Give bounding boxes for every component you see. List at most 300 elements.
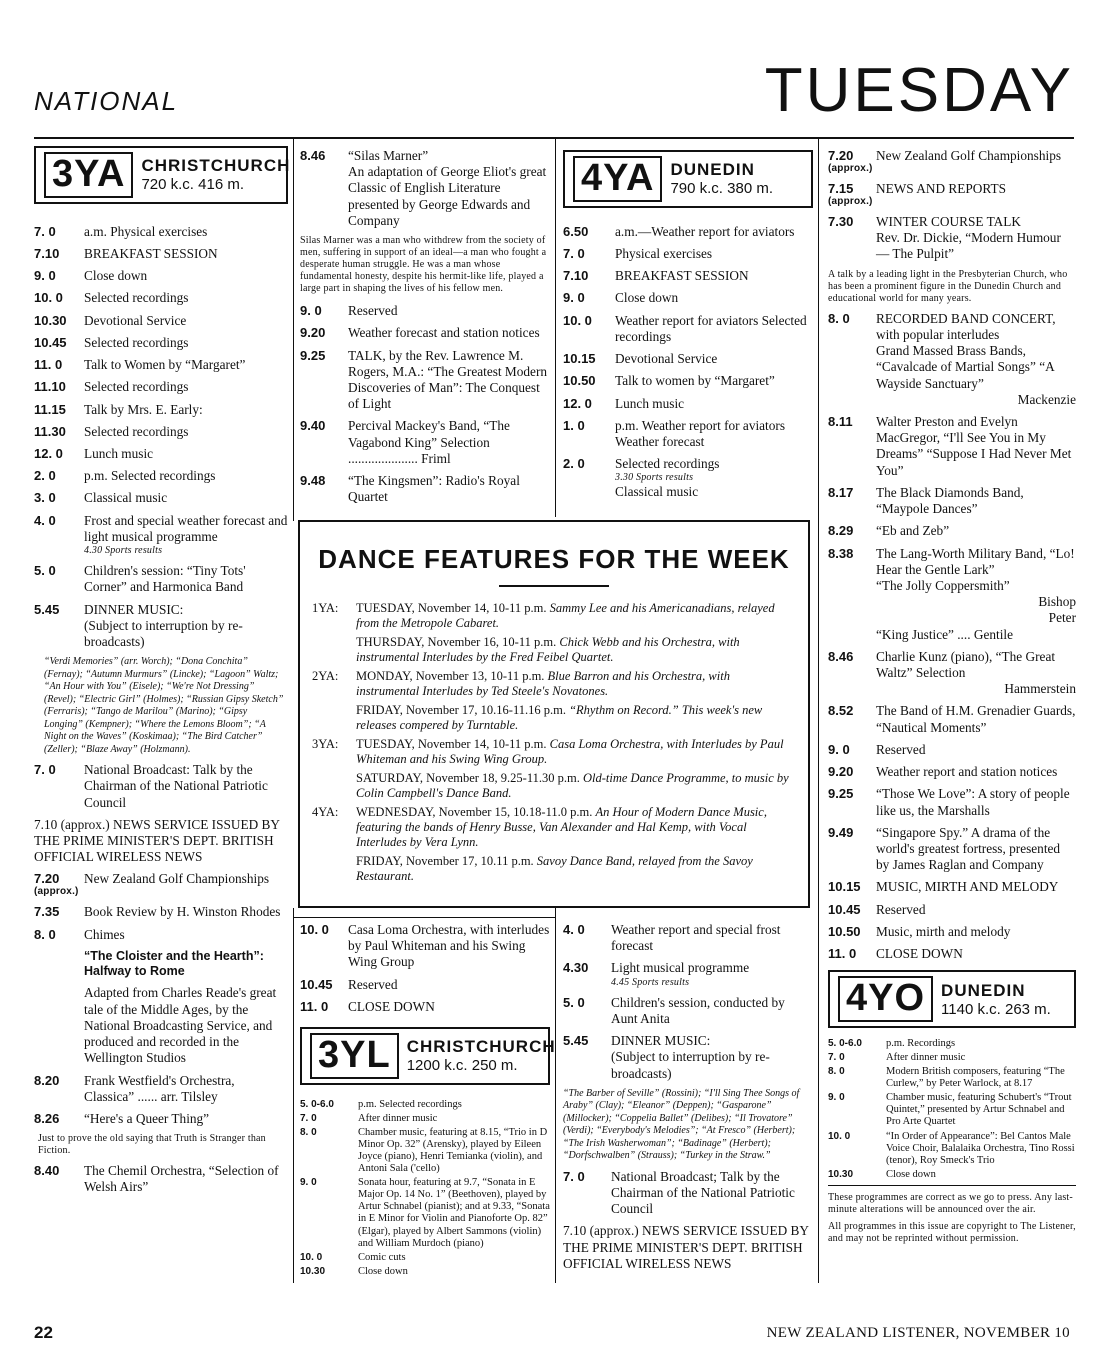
entry-subtext: An adaptation of George Eliot's great Classic of English Literature presented by George Edwards and Company	[348, 164, 547, 228]
entry-text: Children's session: “Tiny Tots' Corner” and Harmonica Band	[84, 563, 246, 595]
composer-credit: Mackenzie	[1017, 391, 1076, 407]
programme-entry	[34, 602, 288, 651]
entry-time: 5.45	[563, 1033, 589, 1049]
entry-text: DINNER MUSIC:	[611, 1033, 711, 1049]
entry-description	[876, 879, 1076, 895]
programme-entry	[563, 290, 813, 306]
station-frequency: 790 k.c. 380 m.	[670, 180, 773, 198]
entry-time: 10.15	[563, 351, 596, 367]
entry-description	[84, 927, 288, 943]
programme-entry	[300, 1099, 550, 1111]
entry-text: Close down	[615, 290, 679, 306]
entry-description	[348, 148, 550, 229]
dance-features-list	[312, 601, 796, 884]
entry-time: 10.50	[563, 373, 596, 389]
entry-description	[876, 311, 1076, 408]
entry-time: 8.38	[828, 545, 854, 561]
entry-description	[876, 825, 1076, 874]
entry-text: Physical exercises	[615, 246, 713, 262]
entry-text: Comic cuts	[358, 1251, 406, 1263]
entry-time: 5.45	[34, 601, 60, 617]
entry-description	[348, 348, 550, 413]
entry-time: 10.45	[300, 976, 333, 992]
entry-text: p.m. Selected recordings	[358, 1098, 462, 1110]
entry-time: 8.29	[828, 523, 854, 539]
entry-time: 7.35	[34, 904, 60, 920]
station-city: CHRISTCHURCH	[406, 1037, 556, 1057]
dance-description: Blue Barron and his Orchestra, with instrumental Interludes by Ted Steele's Novatones.	[356, 669, 730, 698]
programme-entry	[828, 879, 1076, 895]
entry-text: a.m.—Weather report for aviators	[615, 223, 795, 239]
composer-credit: Bishop	[1038, 594, 1076, 610]
entry-time: 7.10	[34, 246, 60, 262]
entry-time: 10. 0	[300, 922, 329, 937]
entry-text: After dinner music	[886, 1052, 966, 1064]
programme-list	[34, 1073, 288, 1128]
entry-description	[84, 402, 288, 418]
entry-time: 10.30	[34, 312, 67, 328]
entry-description	[611, 1169, 813, 1218]
entry-text: Chimes	[84, 926, 125, 942]
dance-feature-text	[356, 805, 796, 850]
entry-time: 9. 0	[563, 290, 585, 306]
programme-entry	[34, 224, 288, 240]
programme-entry	[563, 1169, 813, 1218]
entry-description	[84, 762, 288, 811]
entry-text: Book Review by H. Winston Rhodes	[84, 904, 281, 920]
copyright-notice: All programmes in this issue are copyright to The Listener, and may not be reprinted without permission.	[828, 1220, 1076, 1244]
news-service: 7.10 (approx.) NEWS SERVICE ISSUED BY THE PRIME MINISTER'S DEPT. BRITISH OFFICIAL WIRELESS NEWS	[34, 816, 280, 865]
programme-entry	[563, 396, 813, 412]
entry-description	[615, 246, 813, 262]
entry-text: “Singapore Spy.” A drama of the world's greatest fortress, presented by James Raglan and Company	[876, 824, 1061, 873]
programme-entry	[563, 1033, 813, 1082]
entry-text: BREAKFAST SESSION	[84, 246, 218, 262]
dance-description: Savoy Dance Band, relayed from the Savoy Restaurant.	[356, 854, 753, 883]
header-rule	[34, 137, 1074, 139]
entry-text: Frost and special weather forecast and light musical programme	[84, 512, 288, 544]
column-3ya-late	[300, 922, 556, 1280]
entry-description	[615, 351, 813, 367]
dance-date: MONDAY, November 13, 10-11 p.m.	[356, 669, 545, 683]
entry-subtext: Classical music	[615, 484, 699, 500]
dinner-music-list: “The Barber of Seville” (Rossini); “I'll Sing Thee Songs of Araby” (Clay); “Eleanor” (Deppen); “Gasparone” (Millocker); “Coppelia Ballet” (Delibes); “Il Trovatore” (Verdi); “Everybody's Melodies”; “At Fresco” (Herbert); “The Irish Washerwoman”; “Badinage” (Herbert); “Dorfschwalben” (Strauss); “Turkey in the Straw.”	[563, 1087, 800, 1162]
programme-entry	[34, 1111, 288, 1127]
entry-time: 11.10	[34, 379, 66, 395]
entry-description	[84, 490, 288, 506]
entry-time: 10.30	[828, 1168, 854, 1180]
entry-time: 8. 0	[300, 1127, 317, 1139]
entry-time: 2. 0	[34, 468, 56, 484]
entry-description	[876, 546, 1076, 643]
publication-footer: NEW ZEALAND LISTENER, NOVEMBER 10	[766, 1325, 1070, 1341]
programme-entry	[828, 523, 1076, 539]
programme-entry	[300, 1177, 550, 1249]
entry-text: The Lang-Worth Military Band, “Lo! Hear the Gentle Lark”	[876, 545, 1075, 577]
entry-text: a.m. Physical exercises	[84, 223, 208, 239]
entry-text: The Band of H.M. Grenadier Guards, “Nautical Moments”	[876, 703, 1076, 735]
entry-time: 7. 0	[563, 246, 585, 262]
dance-date: SATURDAY, November 18, 9.25-11.30 p.m.	[356, 771, 580, 785]
entry-text: Frank Westfield's Orchestra, Classica” ...... arr. Tilsley	[84, 1072, 235, 1104]
entry-time: 8. 0	[34, 926, 56, 942]
programme-entry	[563, 224, 813, 240]
dance-station: 1YA:	[312, 601, 339, 615]
dance-feature-text	[356, 669, 796, 699]
entry-text: “Those We Love”: A story of people like us, the Marshalls	[876, 786, 1070, 818]
entry-time: 5. 0-6.0	[828, 1038, 862, 1050]
entry-text: “Eb and Zeb”	[876, 523, 950, 539]
entry-description	[84, 357, 288, 373]
station-city: CHRISTCHURCH	[141, 156, 291, 176]
programme-entry	[34, 563, 288, 595]
entry-time: 10.50	[828, 923, 861, 939]
entry-text: Weather report and special frost forecast	[611, 922, 781, 954]
entry-text: Percival Mackey's Band, “The Vagabond King” Selection ..................... Friml	[348, 418, 510, 466]
entry-description	[615, 418, 813, 450]
programme-list	[34, 224, 288, 650]
entry-description	[84, 268, 288, 284]
programme-entry	[300, 1113, 550, 1125]
entry-time: 5. 0-6.0	[300, 1098, 334, 1110]
dance-station: 2YA:	[312, 669, 339, 683]
entry-description	[611, 1033, 813, 1082]
programme-entry	[828, 764, 1076, 780]
station-logo-4yo: 4YO	[838, 976, 933, 1022]
programme-entry	[563, 418, 813, 450]
programme-list	[34, 871, 288, 942]
entry-time: 7.30	[828, 214, 854, 229]
programme-entry	[828, 703, 1076, 735]
programme-entry	[300, 922, 550, 971]
approx-label: (approx.)	[828, 163, 873, 174]
programme-entry	[563, 922, 813, 954]
entry-description	[615, 268, 813, 284]
entry-time: 10. 0	[300, 1251, 323, 1263]
programme-entry	[828, 902, 1076, 918]
programme-entry	[300, 1252, 550, 1264]
dance-feature-item	[312, 703, 796, 733]
entry-time: 4.30	[563, 960, 589, 976]
entry-description	[84, 446, 288, 462]
entry-description	[886, 1066, 1076, 1090]
title-rule	[499, 585, 609, 587]
entry-time: 9. 0	[300, 303, 322, 319]
entry-subtext: “The Jolly Coppersmith”	[876, 577, 1010, 593]
entry-text: Walter Preston and Evelyn MacGregor, “I'll See You in My Dreams” “Suppose I Had Never Met You”	[876, 413, 1072, 478]
dance-feature-text	[356, 771, 796, 801]
entry-text: Weather forecast and station notices	[348, 325, 540, 341]
entry-text: Casa Loma Orchestra, with interludes by Paul Whiteman and his Swing Wing Group	[348, 922, 550, 970]
entry-time: 8. 0	[828, 1066, 845, 1078]
entry-time: 10. 0	[563, 312, 592, 328]
entry-text: NEWS AND REPORTS	[876, 181, 1006, 196]
entry-text: “Here's a Queer Thing”	[84, 1110, 210, 1126]
dance-description: An Hour of Modern Dance Music, featuring the bands of Henry Busse, Van Alexander and Hal Kemp, with Vocal Interludes by Vera Lynn.	[356, 805, 767, 849]
column-divider	[555, 139, 556, 517]
programme-entry	[828, 1066, 1076, 1090]
entry-description	[84, 313, 288, 329]
entry-text: Sonata hour, featuring at 9.7, “Sonata in E Major Op. 14 No. 1” (Beethoven), played by Artur Schnabel (pianist); and at 9.33, “Sonata in E Minor for Violin and Pianoforte Op. 82” (Elgar), played by Albert Sammons (violin) and William Murdoch (piano)	[358, 1177, 550, 1249]
entry-time: 11.30	[34, 423, 66, 439]
dance-description: Casa Loma Orchestra, with Interludes by Paul Whiteman and his Swing Wing Group.	[356, 737, 784, 766]
entry-description	[84, 246, 288, 262]
entry-time: 8.40	[34, 1163, 60, 1179]
entry-text: DINNER MUSIC:	[84, 601, 184, 617]
programme-entry	[828, 181, 1076, 208]
entry-time: 3. 0	[34, 490, 56, 506]
entry-text: Modern British composers, featuring “The Curlew,” by Peter Warlock, at 8.17	[886, 1066, 1065, 1090]
entry-time: 8.26	[34, 1110, 60, 1126]
programme-list	[828, 1038, 1076, 1181]
entry-time: 7.10	[563, 268, 589, 284]
programme-list	[300, 1099, 550, 1278]
dance-feature-text	[356, 635, 796, 665]
entry-description	[886, 1131, 1076, 1167]
entry-text: National Broadcast; Talk by the Chairman of the National Patriotic Council	[611, 1168, 795, 1217]
entry-time: 8.20	[34, 1072, 60, 1088]
entry-description	[876, 181, 1076, 208]
programme-entry	[34, 1163, 288, 1195]
programme-entry	[828, 1131, 1076, 1167]
entry-text: Selected recordings	[84, 423, 189, 439]
entry-description	[84, 224, 288, 240]
column-divider	[555, 908, 556, 1283]
entry-description	[876, 786, 1076, 818]
programme-entry	[828, 1038, 1076, 1050]
entry-description	[886, 1052, 1076, 1064]
programme-notice: These programmes are correct as we go to press. Any last-minute alterations will be announced over the air.	[828, 1191, 1073, 1215]
entry-text: p.m. Weather report for aviators	[615, 417, 786, 433]
entry-description	[84, 1073, 288, 1105]
entry-description	[886, 1038, 1076, 1050]
column-4ya	[563, 150, 813, 507]
entry-time: 11. 0	[300, 998, 329, 1014]
dance-feature-item	[312, 737, 796, 767]
entry-time: 10. 0	[34, 290, 63, 306]
entry-text: Charlie Kunz (piano), “The Great Waltz” Selection	[876, 648, 1056, 681]
programme-entry	[828, 649, 1076, 698]
entry-text: “In Order of Appearance”: Bel Cantos Male Voice Choir, Balalaika Orchestra, Tino Rossi (tenor), Roy Smeck's Trio	[886, 1130, 1075, 1166]
programme-list	[563, 922, 813, 1082]
entry-time: 9. 0	[828, 741, 850, 757]
dance-feature-text	[356, 703, 796, 733]
column-divider	[293, 139, 294, 521]
station-logo-3ya: 3YA	[44, 152, 133, 198]
entry-description	[876, 742, 1076, 758]
entry-description	[886, 1092, 1076, 1128]
entry-description	[84, 1111, 288, 1127]
programme-entry	[34, 513, 288, 557]
programme-list	[300, 303, 550, 505]
entry-time: 6.50	[563, 223, 589, 239]
entry-time: 7.15 (approx.)	[828, 181, 873, 207]
dance-date: THURSDAY, November 16, 10-11 p.m.	[356, 635, 557, 649]
entry-description	[348, 325, 550, 341]
entry-time: 9.25	[828, 786, 854, 802]
entry-text: Lunch music	[84, 445, 154, 461]
station-banner-3ya	[34, 146, 291, 204]
entry-text: Close down	[84, 268, 148, 284]
programme-entry	[828, 742, 1076, 758]
dance-features-box	[298, 520, 810, 908]
programme-entry	[828, 311, 1076, 408]
entry-text: Selected recordings	[615, 456, 720, 472]
dance-station	[312, 703, 356, 733]
entry-time: 7.20 (approx.)	[828, 148, 873, 174]
programme-entry	[828, 414, 1076, 479]
entry-description	[876, 523, 1076, 539]
entry-text: Chamber music, featuring Schubert's “Trout Quintet,” presented by Artur Schnabel and Pro Arte Quartet	[886, 1092, 1072, 1128]
programme-list	[828, 148, 1076, 263]
entry-text: Weather report for aviators Selected recordings	[615, 312, 807, 344]
dance-features-title: DANCE FEATURES FOR THE WEEK	[318, 544, 790, 574]
entry-description	[84, 379, 288, 395]
programme-entry	[300, 418, 550, 467]
entry-time: 8.11	[828, 413, 853, 429]
block-divider	[293, 917, 556, 918]
dance-description: Sammy Lee and his Americanadians, relayed from the Metropole Cabaret.	[356, 601, 775, 630]
entry-description	[84, 290, 288, 306]
programme-entry	[300, 325, 550, 341]
station-banner-4ya	[563, 150, 813, 208]
programme-entry	[34, 402, 288, 418]
column-divider	[818, 139, 819, 1283]
entry-description	[358, 1177, 550, 1249]
entry-time: 8.17	[828, 484, 854, 500]
entry-time: 7. 0	[563, 1168, 585, 1184]
cloister-description: Adapted from Charles Reade's great tale of the Middle Ages, by the National Broadcasting Service, and produced and recorded in the Wellington Studios	[84, 985, 277, 1066]
entry-time: 8. 0	[828, 310, 850, 326]
programme-entry	[563, 960, 813, 988]
entry-subtext: Weather forecast	[615, 433, 705, 449]
entry-text: Reserved	[876, 901, 926, 917]
notice-rule	[828, 1185, 1076, 1186]
column-3ya-evening	[300, 148, 550, 512]
entry-text: Talk to women by “Margaret”	[615, 373, 775, 389]
station-frequency: 1200 k.c. 250 m.	[406, 1057, 518, 1075]
news-service: 7.10 (approx.) NEWS SERVICE ISSUED BY THE PRIME MINISTER'S DEPT. BRITISH OFFICIAL WIRELESS NEWS	[563, 1223, 809, 1271]
entry-text: Talk by Mrs. E. Early:	[84, 401, 203, 417]
programme-entry	[34, 424, 288, 440]
dance-feature-item	[312, 669, 796, 699]
sports-note: 3.30 Sports results	[615, 472, 694, 484]
entry-description	[876, 148, 1076, 175]
programme-entry	[300, 473, 550, 505]
entry-text: “Silas Marner”	[348, 148, 429, 163]
entry-description	[84, 468, 288, 484]
entry-time: 10.45	[34, 334, 67, 350]
entry-time: 8.46	[300, 148, 326, 163]
entry-description	[615, 396, 813, 412]
entry-text: Selected recordings	[84, 379, 189, 395]
entry-description	[348, 473, 550, 505]
section-heading: NATIONAL	[34, 86, 179, 116]
entry-description	[84, 424, 288, 440]
programme-list	[34, 762, 288, 811]
programme-entry	[828, 1169, 1076, 1181]
entry-description	[348, 418, 550, 467]
entry-text: CLOSE DOWN	[876, 946, 963, 962]
entry-description	[876, 649, 1076, 698]
dance-feature-item	[312, 854, 796, 884]
entry-description	[84, 563, 288, 595]
dance-station	[312, 771, 356, 801]
entry-description	[876, 414, 1076, 479]
approx-label: (approx.)	[828, 196, 873, 207]
dance-feature-item	[312, 635, 796, 665]
entry-time: 9.20	[300, 325, 326, 341]
entry-description	[615, 373, 813, 389]
entry-text: The Black Diamonds Band, “Maypole Dances”	[876, 484, 1024, 517]
programme-entry	[34, 871, 288, 898]
programme-entry	[828, 946, 1076, 962]
entry-text: Reserved	[348, 303, 398, 319]
entry-description	[358, 1252, 550, 1264]
entry-description	[358, 1113, 550, 1125]
programme-entry	[828, 1052, 1076, 1064]
entry-time: 4. 0	[563, 922, 585, 937]
programme-entry	[300, 303, 550, 319]
sports-note: 4.30 Sports results	[84, 545, 163, 557]
entry-time: 9.25	[300, 347, 326, 363]
station-city: DUNEDIN	[670, 160, 755, 180]
entry-text: p.m. Recordings	[886, 1038, 956, 1050]
entry-description	[886, 1169, 1076, 1181]
dance-station	[312, 635, 356, 665]
station-banner-4yo	[828, 970, 1076, 1028]
entry-text: Close down	[886, 1168, 936, 1180]
dance-description: Chick Webb and his Orchestra, with instrumental Interludes by the Fred Feibel Quartet.	[356, 635, 740, 664]
programme-entry	[34, 246, 288, 262]
day-heading: TUESDAY	[764, 56, 1074, 125]
dance-feature-item	[312, 601, 796, 631]
programme-entry	[300, 348, 550, 413]
programme-entry	[828, 825, 1076, 874]
entry-description	[611, 922, 813, 954]
entry-time: 4. 0	[34, 512, 56, 528]
programme-entry	[828, 786, 1076, 818]
entry-description	[611, 960, 813, 988]
entry-description	[876, 902, 1076, 918]
entry-description	[615, 224, 813, 240]
column-3ya	[34, 146, 291, 1202]
programme-entry	[34, 927, 288, 943]
column-4ya-afternoon	[563, 922, 813, 1278]
dance-date: WEDNESDAY, November 15, 10.18-11.0 p.m.	[356, 805, 593, 819]
dance-feature-item	[312, 771, 796, 801]
entry-text: Weather report and station notices	[876, 764, 1058, 780]
entry-time: 10.45	[828, 901, 861, 917]
programme-entry	[300, 999, 550, 1015]
entry-text: Children's session, conducted by Aunt Anita	[611, 994, 785, 1026]
entry-time: 12. 0	[563, 395, 592, 411]
entry-description	[876, 703, 1076, 735]
entry-description	[348, 999, 550, 1015]
entry-subtext: “King Justice” .... Gentile	[876, 626, 1013, 642]
entry-text: Reserved	[348, 976, 398, 992]
entry-subtext: Rev. Dr. Dickie, “Modern Humour — The Pulpit”	[876, 230, 1061, 262]
entry-time: 2. 0	[563, 456, 585, 472]
entry-text: New Zealand Golf Championships	[876, 148, 1062, 163]
entry-text: Selected recordings	[84, 334, 189, 350]
entry-time: 9. 0	[34, 268, 56, 284]
entry-description	[348, 303, 550, 319]
page-number: 22	[34, 1323, 53, 1342]
programme-entry	[34, 1073, 288, 1105]
dance-description: Old-time Dance Programme, to music by Colin Campbell's Dance Band.	[356, 771, 789, 800]
cloister-title: “The Cloister and the Hearth”: Halfway to Rome	[84, 948, 264, 979]
